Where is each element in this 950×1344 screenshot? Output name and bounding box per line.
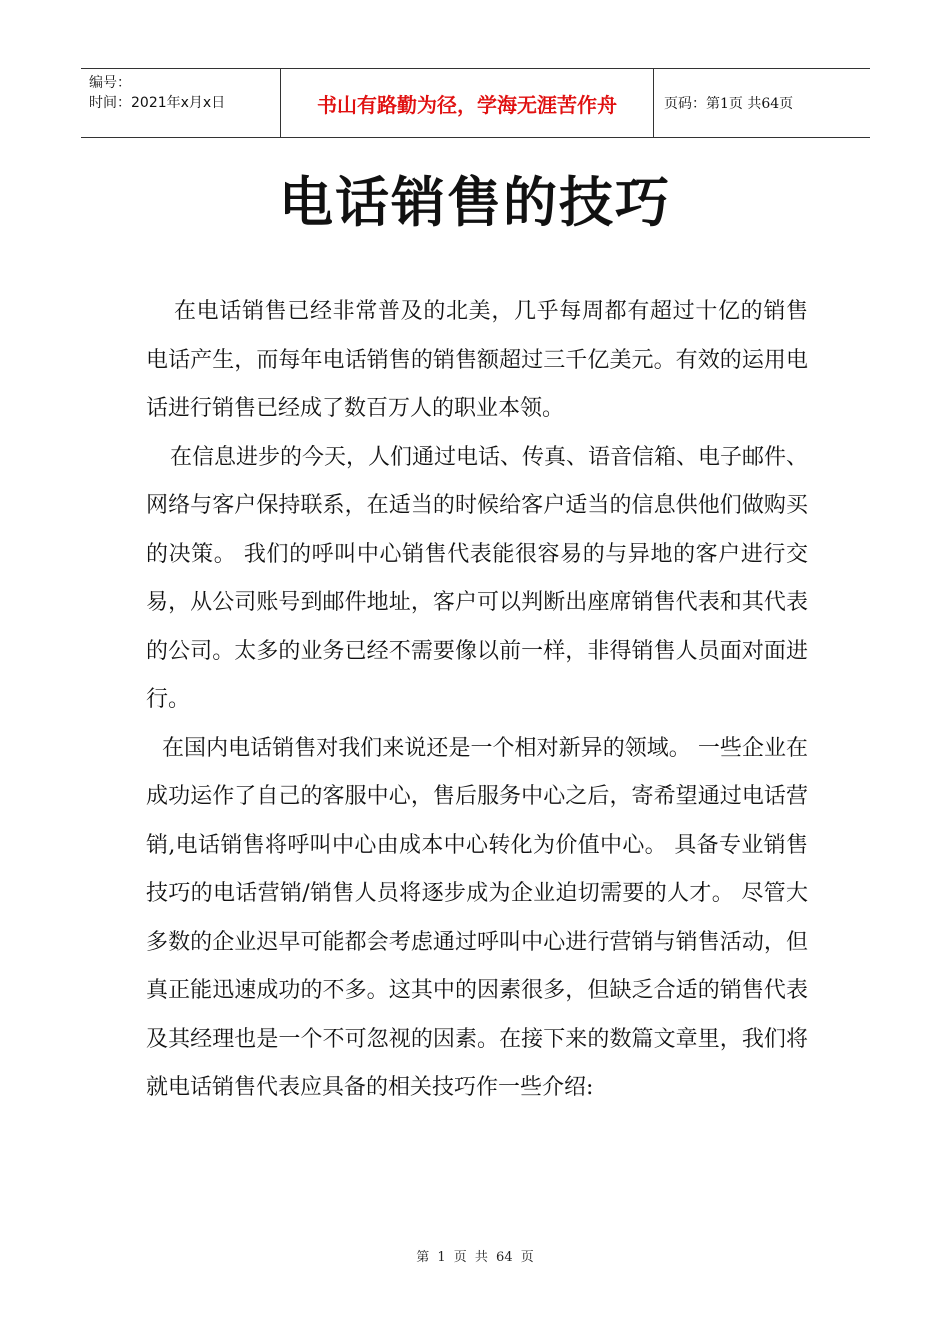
document-title: 电话销售的技巧 <box>279 171 671 234</box>
page-footer: 第 1 页 共 64 页 <box>416 1250 534 1265</box>
header-table <box>81 68 870 138</box>
header-info-cell <box>81 69 281 137</box>
paragraph: 在电话销售已经非常普及的北美，几乎每周都有超过十亿的销售电话产生，而每年电话销售的销售额超过三千亿美元。有效的运用电话进行销售已经成了数百万人的职业本领。 <box>146 299 808 421</box>
document-time-label: 时间：2021年x月x日 <box>89 95 226 111</box>
header-motto-cell <box>281 69 654 137</box>
document-body <box>146 288 808 1113</box>
header-motto: 书山有路勤为径，学海无涯苦作舟 <box>317 92 617 117</box>
header-page-cell <box>654 69 870 137</box>
document-number-label: 编号： <box>89 75 131 91</box>
paragraph: 在国内电话销售对我们来说还是一个相对新异的领域。 一些企业在成功运作了自己的客服中心，售后服务中心之后，寄希望通过电话营销,电话销售将呼叫中心由成本中心转化为价值中心。 具备专业销售技巧的电话营销/销售人员将逐步成为企业迫切需要的人才。 尽管大多数的企业迟早可能都会考虑通过呼叫中心进行营销与销售活动，但真正能迅速成功的不多。这其中的因素很多，但缺乏合适的销售代表及其经理也是一个不可忽视的因素。在接下来的数篇文章里，我们将就电话销售代表应具备的相关技巧作一些介绍: <box>146 735 808 1100</box>
paragraph: 在信息进步的今天，人们通过电话、传真、语音信箱、电子邮件、网络与客户保持联系，在适当的时候给客户适当的信息供他们做购买的决策。 我们的呼叫中心销售代表能很容易的与异地的客户进行交易，从公司账号到邮件地址，客户可以判断出座席销售代表和其代表的公司。太多的业务已经不需要像以前一样，非得销售人员面对面进行。 <box>146 444 809 712</box>
header-page-code: 页码：第1页 共64页 <box>664 96 794 112</box>
